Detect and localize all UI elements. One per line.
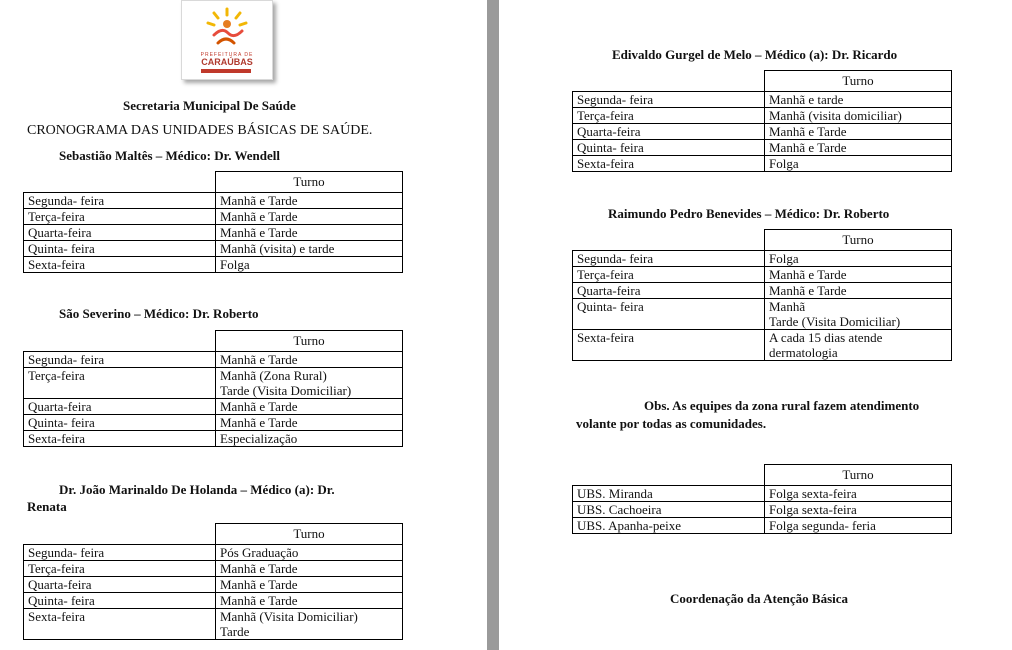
schedule-table <box>23 171 403 273</box>
sun-figure-icon <box>204 5 250 51</box>
document-page-right <box>499 0 1012 650</box>
caraubas-logo <box>181 0 273 80</box>
unit-title: Edivaldo Gurgel de Melo – Médico (a): Dr. Ricardo <box>612 47 898 62</box>
page-gutter <box>487 0 499 650</box>
document-page-left <box>0 0 487 650</box>
logo-caption-small: PREFEITURA DE <box>200 52 254 58</box>
table-row: Terça-feira Manhã e Tarde <box>24 209 403 225</box>
turno-header: Turno <box>765 71 952 92</box>
turno-header: Turno <box>216 524 403 545</box>
table-row: Quarta-feira Manhã e Tarde <box>24 399 403 415</box>
table-row: UBS. Cachoeira Folga sexta-feira <box>573 502 952 518</box>
observation-note: Obs. As equipes da zona rural fazem atendimento <box>644 398 920 413</box>
table-row: Segunda- feira Manhã e Tarde <box>24 352 403 368</box>
unit-title: São Severino – Médico: Dr. Roberto <box>59 306 259 321</box>
unit-title-continued: Renata <box>27 499 67 514</box>
turno-header: Turno <box>216 172 403 193</box>
table-row: Terça-feira Manhã e Tarde <box>24 561 403 577</box>
ubs-table <box>572 464 952 534</box>
table-row: Terça-feira Manhã e Tarde <box>573 267 952 283</box>
footer-signature: Coordenação da Atenção Básica <box>670 591 849 606</box>
table-row: Segunda- feira Manhã e tarde <box>573 92 952 108</box>
table-row: Sexta-feira A cada 15 dias atende dermatologia <box>573 330 952 361</box>
table-row: Quarta-feira Manhã e Tarde <box>573 283 952 299</box>
table-row: Sexta-feira Folga <box>573 156 952 172</box>
schedule-table <box>572 229 952 361</box>
table-row: Terça-feira Manhã (visita domiciliar) <box>573 108 952 124</box>
table-row: Quarta-feira Manhã e Tarde <box>24 225 403 241</box>
table-row: Quinta- feira Manhã e Tarde <box>573 140 952 156</box>
turno-header: Turno <box>216 331 403 352</box>
table-row: Quarta-feira Manhã e Tarde <box>573 124 952 140</box>
unit-title: Sebastião Maltês – Médico: Dr. Wendell <box>59 148 280 163</box>
table-row: Terça-feira Manhã (Zona Rural) Tarde (Visita Domiciliar) <box>24 368 403 399</box>
observation-note-continued: volante por todas as comunidades. <box>576 416 767 431</box>
schedule-table <box>23 523 403 640</box>
unit-title: Dr. João Marinaldo De Holanda – Médico (a): Dr. <box>59 482 335 497</box>
table-row: Segunda- feira Folga <box>573 251 952 267</box>
table-row: Quinta- feira Manhã e Tarde <box>24 415 403 431</box>
turno-header: Turno <box>765 465 952 486</box>
table-row: Segunda- feira Pós Graduação <box>24 545 403 561</box>
table-row: Segunda- feira Manhã e Tarde <box>24 193 403 209</box>
table-row: UBS. Miranda Folga sexta-feira <box>573 486 952 502</box>
table-row: Sexta-feira Manhã (Visita Domiciliar) Tarde <box>24 609 403 640</box>
table-row: Quarta-feira Manhã e Tarde <box>24 577 403 593</box>
document-heading: Secretaria Municipal De Saúde <box>123 98 296 113</box>
table-row: Quinta- feira Manhã e Tarde <box>24 593 403 609</box>
table-row: Sexta-feira Folga <box>24 257 403 273</box>
schedule-table <box>23 330 403 447</box>
logo-bar <box>201 69 251 73</box>
table-row: UBS. Apanha-peixe Folga segunda- feria <box>573 518 952 534</box>
unit-title: Raimundo Pedro Benevides – Médico: Dr. Roberto <box>608 206 890 221</box>
schedule-table <box>572 70 952 172</box>
turno-header: Turno <box>765 230 952 251</box>
table-row: Quinta- feira Manhã Tarde (Visita Domiciliar) <box>573 299 952 330</box>
table-row: Sexta-feira Especialização <box>24 431 403 447</box>
document-subheading: CRONOGRAMA DAS UNIDADES BÁSICAS DE SAÚDE. <box>27 123 373 138</box>
logo-caption: CARAÚBAS <box>201 57 253 67</box>
table-row: Quinta- feira Manhã (visita) e tarde <box>24 241 403 257</box>
